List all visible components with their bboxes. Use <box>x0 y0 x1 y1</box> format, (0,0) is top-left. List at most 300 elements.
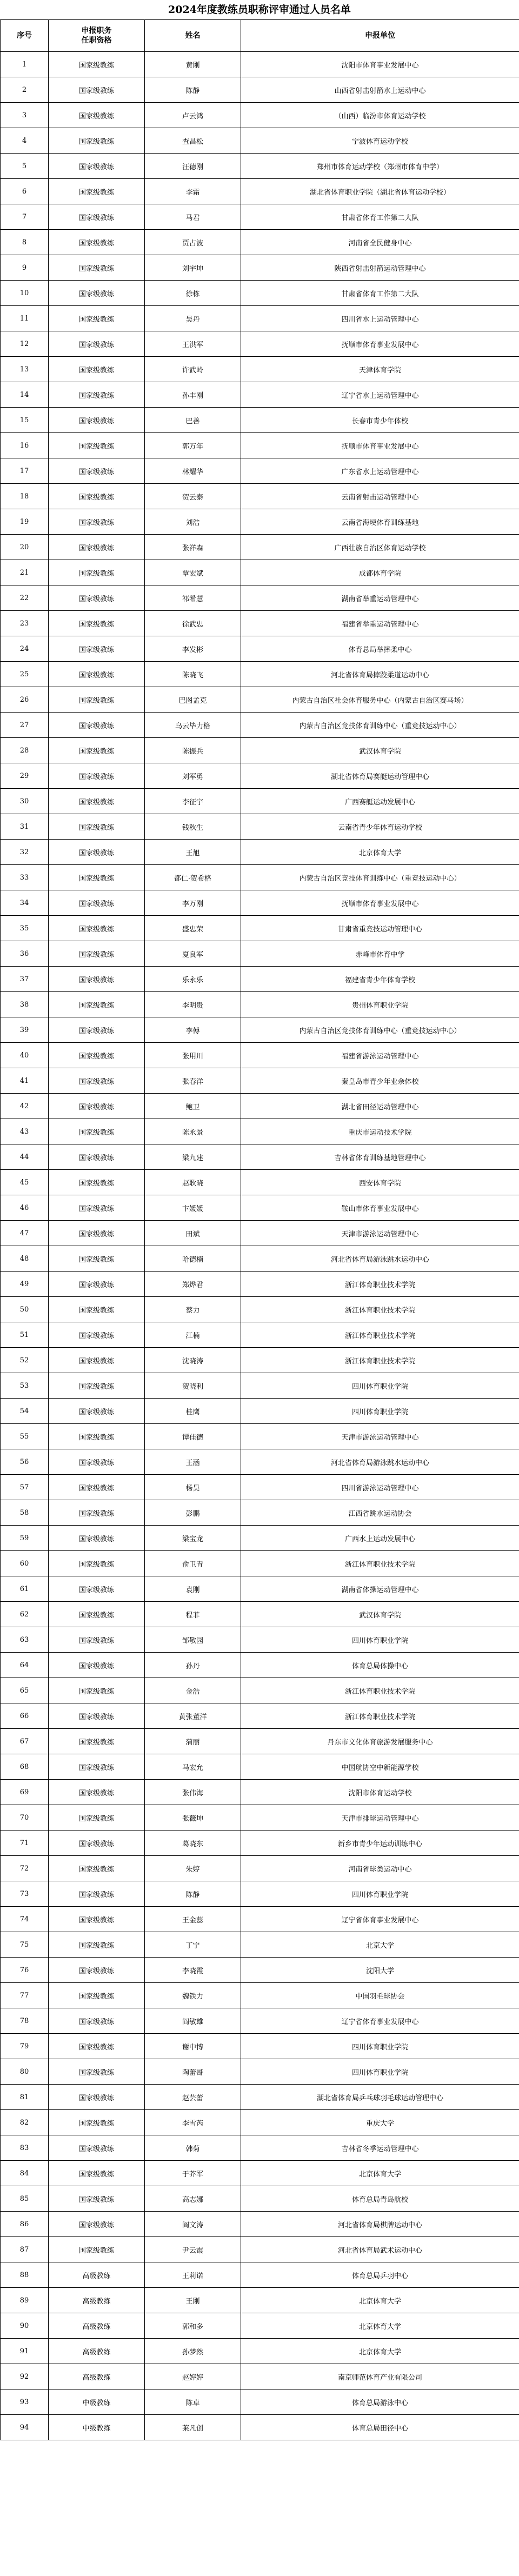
table-row <box>1 1399 519 1424</box>
cell-unit: 抚顺市体育事业发展中心 <box>241 890 519 916</box>
table-row <box>1 636 519 662</box>
cell-qualification: 国家级教练 <box>49 128 145 154</box>
cell-qualification: 国家级教练 <box>49 1297 145 1322</box>
cell-name: 陈静 <box>145 77 241 103</box>
table-row <box>1 2135 519 2161</box>
cell-seq: 78 <box>1 2008 49 2034</box>
table-row <box>1 509 519 535</box>
cell-seq: 73 <box>1 1881 49 1907</box>
cell-unit: 河南省球类运动中心 <box>241 1856 519 1881</box>
cell-qualification: 国家级教练 <box>49 1094 145 1119</box>
cell-name: 黄刚 <box>145 52 241 77</box>
cell-qualification: 国家级教练 <box>49 560 145 585</box>
cell-unit: 湖南省举重运动管理中心 <box>241 585 519 611</box>
table-row <box>1 941 519 967</box>
cell-seq: 14 <box>1 382 49 408</box>
cell-seq: 40 <box>1 1043 49 1068</box>
cell-qualification: 国家级教练 <box>49 789 145 814</box>
cell-name: 王刚 <box>145 2288 241 2313</box>
cell-seq: 8 <box>1 230 49 255</box>
cell-unit: 体育总局田径中心 <box>241 2415 519 2440</box>
cell-seq: 36 <box>1 941 49 967</box>
cell-seq: 79 <box>1 2034 49 2059</box>
cell-qualification: 国家级教练 <box>49 357 145 382</box>
cell-seq: 37 <box>1 967 49 992</box>
cell-unit: 内蒙古自治区社会体育服务中心（内蒙古自治区赛马场） <box>241 687 519 713</box>
cell-qualification: 国家级教练 <box>49 1754 145 1780</box>
cell-unit: 江西省跳水运动协会 <box>241 1500 519 1526</box>
cell-seq: 67 <box>1 1729 49 1754</box>
table-row <box>1 1144 519 1170</box>
cell-qualification: 国家级教练 <box>49 52 145 77</box>
cell-unit: 河北省体育局摔跤柔道运动中心 <box>241 662 519 687</box>
cell-qualification: 国家级教练 <box>49 2110 145 2135</box>
cell-qualification: 国家级教练 <box>49 585 145 611</box>
table-row <box>1 1754 519 1780</box>
cell-name: 高志娜 <box>145 2186 241 2212</box>
cell-unit: 四川省水上运动管理中心 <box>241 306 519 331</box>
cell-unit: 四川体育职业学院 <box>241 2059 519 2085</box>
cell-seq: 55 <box>1 1424 49 1449</box>
cell-seq: 87 <box>1 2237 49 2262</box>
cell-unit: 沈阳大学 <box>241 1958 519 1983</box>
table-row <box>1 1094 519 1119</box>
table-row <box>1 814 519 840</box>
document-title: 2024年度教练员职称评审通过人员名单 <box>168 4 351 16</box>
cell-seq: 77 <box>1 1983 49 2008</box>
cell-name: 程菲 <box>145 1602 241 1627</box>
table-row <box>1 77 519 103</box>
table-row <box>1 1170 519 1195</box>
table-row <box>1 1831 519 1856</box>
cell-qualification: 国家级教练 <box>49 433 145 458</box>
cell-qualification: 国家级教练 <box>49 713 145 738</box>
cell-unit: 四川体育职业学院 <box>241 1627 519 1653</box>
table-row <box>1 382 519 408</box>
cell-seq: 94 <box>1 2415 49 2440</box>
cell-qualification: 国家级教练 <box>49 1831 145 1856</box>
cell-qualification: 国家级教练 <box>49 179 145 204</box>
cell-unit: 四川省游泳运动管理中心 <box>241 1475 519 1500</box>
cell-unit: （山西）临汾市体育运动学校 <box>241 103 519 128</box>
table-row <box>1 1627 519 1653</box>
cell-seq: 31 <box>1 814 49 840</box>
header-seq: 序号 <box>1 20 49 52</box>
cell-qualification: 国家级教练 <box>49 77 145 103</box>
cell-qualification: 国家级教练 <box>49 916 145 941</box>
cell-unit: 辽宁省体育事业发展中心 <box>241 2008 519 2034</box>
cell-name: 阎敏雄 <box>145 2008 241 2034</box>
table-row <box>1 357 519 382</box>
cell-qualification: 国家级教练 <box>49 204 145 230</box>
cell-seq: 46 <box>1 1195 49 1221</box>
cell-name: 贺云泰 <box>145 484 241 509</box>
cell-name: 盛忠荣 <box>145 916 241 941</box>
table-header-row <box>1 20 519 52</box>
cell-unit: 抚顺市体育事业发展中心 <box>241 331 519 357</box>
cell-name: 郑烨君 <box>145 1272 241 1297</box>
header-name: 姓名 <box>145 20 241 52</box>
cell-seq: 21 <box>1 560 49 585</box>
table-row <box>1 458 519 484</box>
table-row <box>1 992 519 1017</box>
cell-unit: 湖北省田径运动管理中心 <box>241 1094 519 1119</box>
cell-name: 韩菊 <box>145 2135 241 2161</box>
cell-seq: 74 <box>1 1907 49 1932</box>
cell-seq: 12 <box>1 331 49 357</box>
cell-name: 杨昊 <box>145 1475 241 1500</box>
cell-unit: 云南省射击运动管理中心 <box>241 484 519 509</box>
cell-name: 赵耿晓 <box>145 1170 241 1195</box>
cell-name: 孙丰刚 <box>145 382 241 408</box>
cell-unit: 赤峰市体育中学 <box>241 941 519 967</box>
cell-qualification: 国家级教练 <box>49 1729 145 1754</box>
cell-name: 王旭 <box>145 840 241 865</box>
cell-name: 江楠 <box>145 1322 241 1348</box>
table-row <box>1 789 519 814</box>
table-row <box>1 967 519 992</box>
cell-seq: 64 <box>1 1653 49 1678</box>
table-row <box>1 1195 519 1221</box>
cell-qualification: 国家级教练 <box>49 331 145 357</box>
cell-seq: 43 <box>1 1119 49 1144</box>
cell-qualification: 国家级教练 <box>49 2085 145 2110</box>
table-row <box>1 1856 519 1881</box>
cell-qualification: 国家级教练 <box>49 840 145 865</box>
table-row <box>1 1907 519 1932</box>
cell-qualification: 国家级教练 <box>49 636 145 662</box>
cell-seq: 18 <box>1 484 49 509</box>
cell-unit: 浙江体育职业技术学院 <box>241 1551 519 1576</box>
cell-unit: 福建省青少年体育学校 <box>241 967 519 992</box>
cell-name: 阎文涛 <box>145 2212 241 2237</box>
cell-unit: 湖南省体操运动管理中心 <box>241 1576 519 1602</box>
cell-name: 徐武忠 <box>145 611 241 636</box>
cell-name: 张伟海 <box>145 1780 241 1805</box>
cell-qualification: 国家级教练 <box>49 1373 145 1399</box>
table-row <box>1 1043 519 1068</box>
cell-unit: 河南省全民健身中心 <box>241 230 519 255</box>
cell-unit: 武汉体育学院 <box>241 1602 519 1627</box>
cell-seq: 59 <box>1 1526 49 1551</box>
cell-qualification: 国家级教练 <box>49 1678 145 1703</box>
cell-unit: 山西省射击射箭水上运动中心 <box>241 77 519 103</box>
results-table <box>0 19 519 2440</box>
cell-unit: 南京师范体育产业有限公司 <box>241 2364 519 2389</box>
cell-name: 哈德楠 <box>145 1246 241 1272</box>
cell-name: 许武岭 <box>145 357 241 382</box>
table-row <box>1 1881 519 1907</box>
cell-name: 李明贵 <box>145 992 241 1017</box>
cell-unit: 福建省举重运动管理中心 <box>241 611 519 636</box>
cell-qualification: 国家级教练 <box>49 103 145 128</box>
cell-name: 马宏允 <box>145 1754 241 1780</box>
table-row <box>1 2339 519 2364</box>
table-row <box>1 1449 519 1475</box>
cell-unit: 云南省青少年体育运动学校 <box>241 814 519 840</box>
cell-unit: 郑州市体育运动学校（郑州市体育中学） <box>241 154 519 179</box>
cell-unit: 天津市游泳运动管理中心 <box>241 1424 519 1449</box>
cell-qualification: 国家级教练 <box>49 1399 145 1424</box>
cell-unit: 鞍山市体育事业发展中心 <box>241 1195 519 1221</box>
cell-name: 李霜 <box>145 179 241 204</box>
cell-name: 刘军勇 <box>145 763 241 789</box>
cell-seq: 88 <box>1 2262 49 2288</box>
cell-qualification: 国家级教练 <box>49 941 145 967</box>
table-row <box>1 1017 519 1043</box>
cell-seq: 11 <box>1 306 49 331</box>
cell-seq: 92 <box>1 2364 49 2389</box>
cell-qualification: 国家级教练 <box>49 484 145 509</box>
cell-unit: 浙江体育职业技术学院 <box>241 1678 519 1703</box>
cell-unit: 重庆市运动技术学院 <box>241 1119 519 1144</box>
cell-name: 俞卫青 <box>145 1551 241 1576</box>
cell-unit: 辽宁省水上运动管理中心 <box>241 382 519 408</box>
cell-unit: 四川体育职业学院 <box>241 1881 519 1907</box>
cell-seq: 20 <box>1 535 49 560</box>
cell-qualification: 国家级教练 <box>49 1195 145 1221</box>
cell-seq: 72 <box>1 1856 49 1881</box>
table-row <box>1 2161 519 2186</box>
cell-seq: 56 <box>1 1449 49 1475</box>
cell-qualification: 国家级教练 <box>49 1602 145 1627</box>
table-row <box>1 2034 519 2059</box>
cell-qualification: 国家级教练 <box>49 2008 145 2034</box>
table-row <box>1 713 519 738</box>
table-row <box>1 890 519 916</box>
table-row <box>1 1805 519 1831</box>
cell-qualification: 国家级教练 <box>49 1119 145 1144</box>
table-body <box>1 52 519 2440</box>
cell-qualification: 国家级教练 <box>49 1017 145 1043</box>
cell-name: 桂鹰 <box>145 1399 241 1424</box>
cell-seq: 42 <box>1 1094 49 1119</box>
cell-qualification: 国家级教练 <box>49 738 145 763</box>
cell-seq: 29 <box>1 763 49 789</box>
cell-name: 谭佳德 <box>145 1424 241 1449</box>
cell-unit: 湖北省体育局乒乓球羽毛球运动管理中心 <box>241 2085 519 2110</box>
cell-name: 贺晓利 <box>145 1373 241 1399</box>
cell-seq: 85 <box>1 2186 49 2212</box>
cell-name: 钱秋生 <box>145 814 241 840</box>
cell-seq: 53 <box>1 1373 49 1399</box>
cell-name: 葛晓东 <box>145 1831 241 1856</box>
cell-seq: 23 <box>1 611 49 636</box>
cell-name: 卢云鸿 <box>145 103 241 128</box>
cell-name: 陶蕾哥 <box>145 2059 241 2085</box>
cell-seq: 49 <box>1 1272 49 1297</box>
cell-qualification: 国家级教练 <box>49 1780 145 1805</box>
cell-seq: 47 <box>1 1221 49 1246</box>
cell-unit: 内蒙古自治区竞技体育训练中心（重竞技运动中心） <box>241 865 519 890</box>
cell-seq: 93 <box>1 2389 49 2415</box>
table-row <box>1 1576 519 1602</box>
table-row <box>1 1653 519 1678</box>
cell-qualification: 国家级教练 <box>49 2161 145 2186</box>
cell-name: 李晓霞 <box>145 1958 241 1983</box>
cell-seq: 62 <box>1 1602 49 1627</box>
cell-qualification: 国家级教练 <box>49 2034 145 2059</box>
cell-name: 尹云霞 <box>145 2237 241 2262</box>
cell-seq: 52 <box>1 1348 49 1373</box>
cell-qualification: 中级教练 <box>49 2389 145 2415</box>
table-row <box>1 1322 519 1348</box>
cell-unit: 浙江体育职业技术学院 <box>241 1348 519 1373</box>
cell-name: 梁九建 <box>145 1144 241 1170</box>
cell-name: 刘宇坤 <box>145 255 241 281</box>
cell-seq: 71 <box>1 1831 49 1856</box>
cell-name: 蔡力 <box>145 1297 241 1322</box>
cell-unit: 甘肃省体育工作第二大队 <box>241 204 519 230</box>
cell-qualification: 国家级教练 <box>49 2186 145 2212</box>
cell-unit: 陕西省射击射箭运动管理中心 <box>241 255 519 281</box>
cell-unit: 内蒙古自治区竞技体育训练中心（重竞技运动中心） <box>241 1017 519 1043</box>
cell-seq: 27 <box>1 713 49 738</box>
cell-unit: 丹东市文化体育旅游发展服务中心 <box>241 1729 519 1754</box>
cell-name: 林耀华 <box>145 458 241 484</box>
cell-unit: 甘肃省重竞技运动管理中心 <box>241 916 519 941</box>
cell-seq: 34 <box>1 890 49 916</box>
cell-seq: 13 <box>1 357 49 382</box>
cell-qualification: 国家级教练 <box>49 611 145 636</box>
cell-qualification: 国家级教练 <box>49 763 145 789</box>
table-row <box>1 433 519 458</box>
cell-unit: 体育总局体操中心 <box>241 1653 519 1678</box>
table-row <box>1 1297 519 1322</box>
cell-qualification: 高级教练 <box>49 2364 145 2389</box>
cell-seq: 32 <box>1 840 49 865</box>
cell-seq: 15 <box>1 408 49 433</box>
cell-seq: 80 <box>1 2059 49 2085</box>
cell-seq: 51 <box>1 1322 49 1348</box>
cell-unit: 浙江体育职业技术学院 <box>241 1322 519 1348</box>
table-row <box>1 865 519 890</box>
table-row <box>1 52 519 77</box>
cell-unit: 广西水上运动发展中心 <box>241 1526 519 1551</box>
header-qualification <box>49 20 145 52</box>
cell-unit: 天津体育学院 <box>241 357 519 382</box>
cell-qualification: 国家级教练 <box>49 1500 145 1526</box>
cell-unit: 浙江体育职业技术学院 <box>241 1297 519 1322</box>
table-row <box>1 2364 519 2389</box>
cell-seq: 58 <box>1 1500 49 1526</box>
cell-unit: 甘肃省体育工作第二大队 <box>241 281 519 306</box>
cell-unit: 吉林省冬季运动管理中心 <box>241 2135 519 2161</box>
cell-unit: 福建省游泳运动管理中心 <box>241 1043 519 1068</box>
header-qualification-label: 申报职务 任职资格 <box>81 26 112 45</box>
cell-unit: 天津市游泳运动管理中心 <box>241 1221 519 1246</box>
cell-unit: 湖北省体育局赛艇运动管理中心 <box>241 763 519 789</box>
header-unit: 申报单位 <box>241 20 519 52</box>
cell-name: 谢中博 <box>145 2034 241 2059</box>
table-row <box>1 1526 519 1551</box>
table-row <box>1 763 519 789</box>
table-row <box>1 1119 519 1144</box>
cell-name: 孙丹 <box>145 1653 241 1678</box>
cell-unit: 辽宁省体育事业发展中心 <box>241 1907 519 1932</box>
table-row <box>1 255 519 281</box>
cell-seq: 10 <box>1 281 49 306</box>
cell-name: 张祥森 <box>145 535 241 560</box>
cell-name: 巴善 <box>145 408 241 433</box>
cell-seq: 68 <box>1 1754 49 1780</box>
table-row <box>1 1703 519 1729</box>
cell-seq: 69 <box>1 1780 49 1805</box>
cell-qualification: 国家级教练 <box>49 1068 145 1094</box>
cell-seq: 7 <box>1 204 49 230</box>
cell-qualification: 国家级教练 <box>49 1703 145 1729</box>
table-row <box>1 331 519 357</box>
cell-qualification: 国家级教练 <box>49 1932 145 1958</box>
cell-unit: 沈阳市体育运动学校 <box>241 1780 519 1805</box>
cell-name: 沈晓涛 <box>145 1348 241 1373</box>
cell-name: 王金蕊 <box>145 1907 241 1932</box>
cell-name: 吴丹 <box>145 306 241 331</box>
cell-unit: 成都体育学院 <box>241 560 519 585</box>
cell-qualification: 国家级教练 <box>49 1856 145 1881</box>
table-row <box>1 1068 519 1094</box>
cell-name: 彭鹏 <box>145 1500 241 1526</box>
table-row <box>1 2415 519 2440</box>
cell-qualification: 国家级教练 <box>49 1958 145 1983</box>
cell-qualification: 国家级教练 <box>49 1653 145 1678</box>
cell-seq: 63 <box>1 1627 49 1653</box>
table-row <box>1 1729 519 1754</box>
cell-seq: 28 <box>1 738 49 763</box>
table-row <box>1 662 519 687</box>
cell-qualification: 国家级教练 <box>49 2237 145 2262</box>
cell-seq: 45 <box>1 1170 49 1195</box>
table-row <box>1 2212 519 2237</box>
cell-qualification: 国家级教练 <box>49 662 145 687</box>
cell-qualification: 国家级教练 <box>49 814 145 840</box>
cell-seq: 22 <box>1 585 49 611</box>
cell-seq: 84 <box>1 2161 49 2186</box>
cell-qualification: 国家级教练 <box>49 967 145 992</box>
cell-qualification: 国家级教练 <box>49 2212 145 2237</box>
table-row <box>1 484 519 509</box>
table-row <box>1 1678 519 1703</box>
cell-seq: 41 <box>1 1068 49 1094</box>
cell-unit: 浙江体育职业技术学院 <box>241 1272 519 1297</box>
cell-unit: 抚顺市体育事业发展中心 <box>241 433 519 458</box>
cell-unit: 北京体育大学 <box>241 2339 519 2364</box>
cell-qualification: 国家级教练 <box>49 281 145 306</box>
cell-seq: 48 <box>1 1246 49 1272</box>
table-row <box>1 916 519 941</box>
cell-name: 陈晓飞 <box>145 662 241 687</box>
cell-qualification: 中级教练 <box>49 2415 145 2440</box>
cell-seq: 25 <box>1 662 49 687</box>
cell-qualification: 国家级教练 <box>49 1246 145 1272</box>
cell-qualification: 国家级教练 <box>49 408 145 433</box>
cell-seq: 16 <box>1 433 49 458</box>
cell-qualification: 高级教练 <box>49 2262 145 2288</box>
cell-seq: 86 <box>1 2212 49 2237</box>
cell-qualification: 国家级教练 <box>49 2135 145 2161</box>
cell-name: 乌云毕力格 <box>145 713 241 738</box>
cell-name: 鲍卫 <box>145 1094 241 1119</box>
cell-qualification: 国家级教练 <box>49 1348 145 1373</box>
table-row <box>1 128 519 154</box>
cell-name: 蒲丽 <box>145 1729 241 1754</box>
cell-seq: 38 <box>1 992 49 1017</box>
cell-unit: 新乡市青少年运动训练中心 <box>241 1831 519 1856</box>
cell-qualification: 国家级教练 <box>49 1322 145 1348</box>
cell-qualification: 国家级教练 <box>49 2059 145 2085</box>
cell-qualification: 国家级教练 <box>49 890 145 916</box>
cell-name: 丁宁 <box>145 1932 241 1958</box>
